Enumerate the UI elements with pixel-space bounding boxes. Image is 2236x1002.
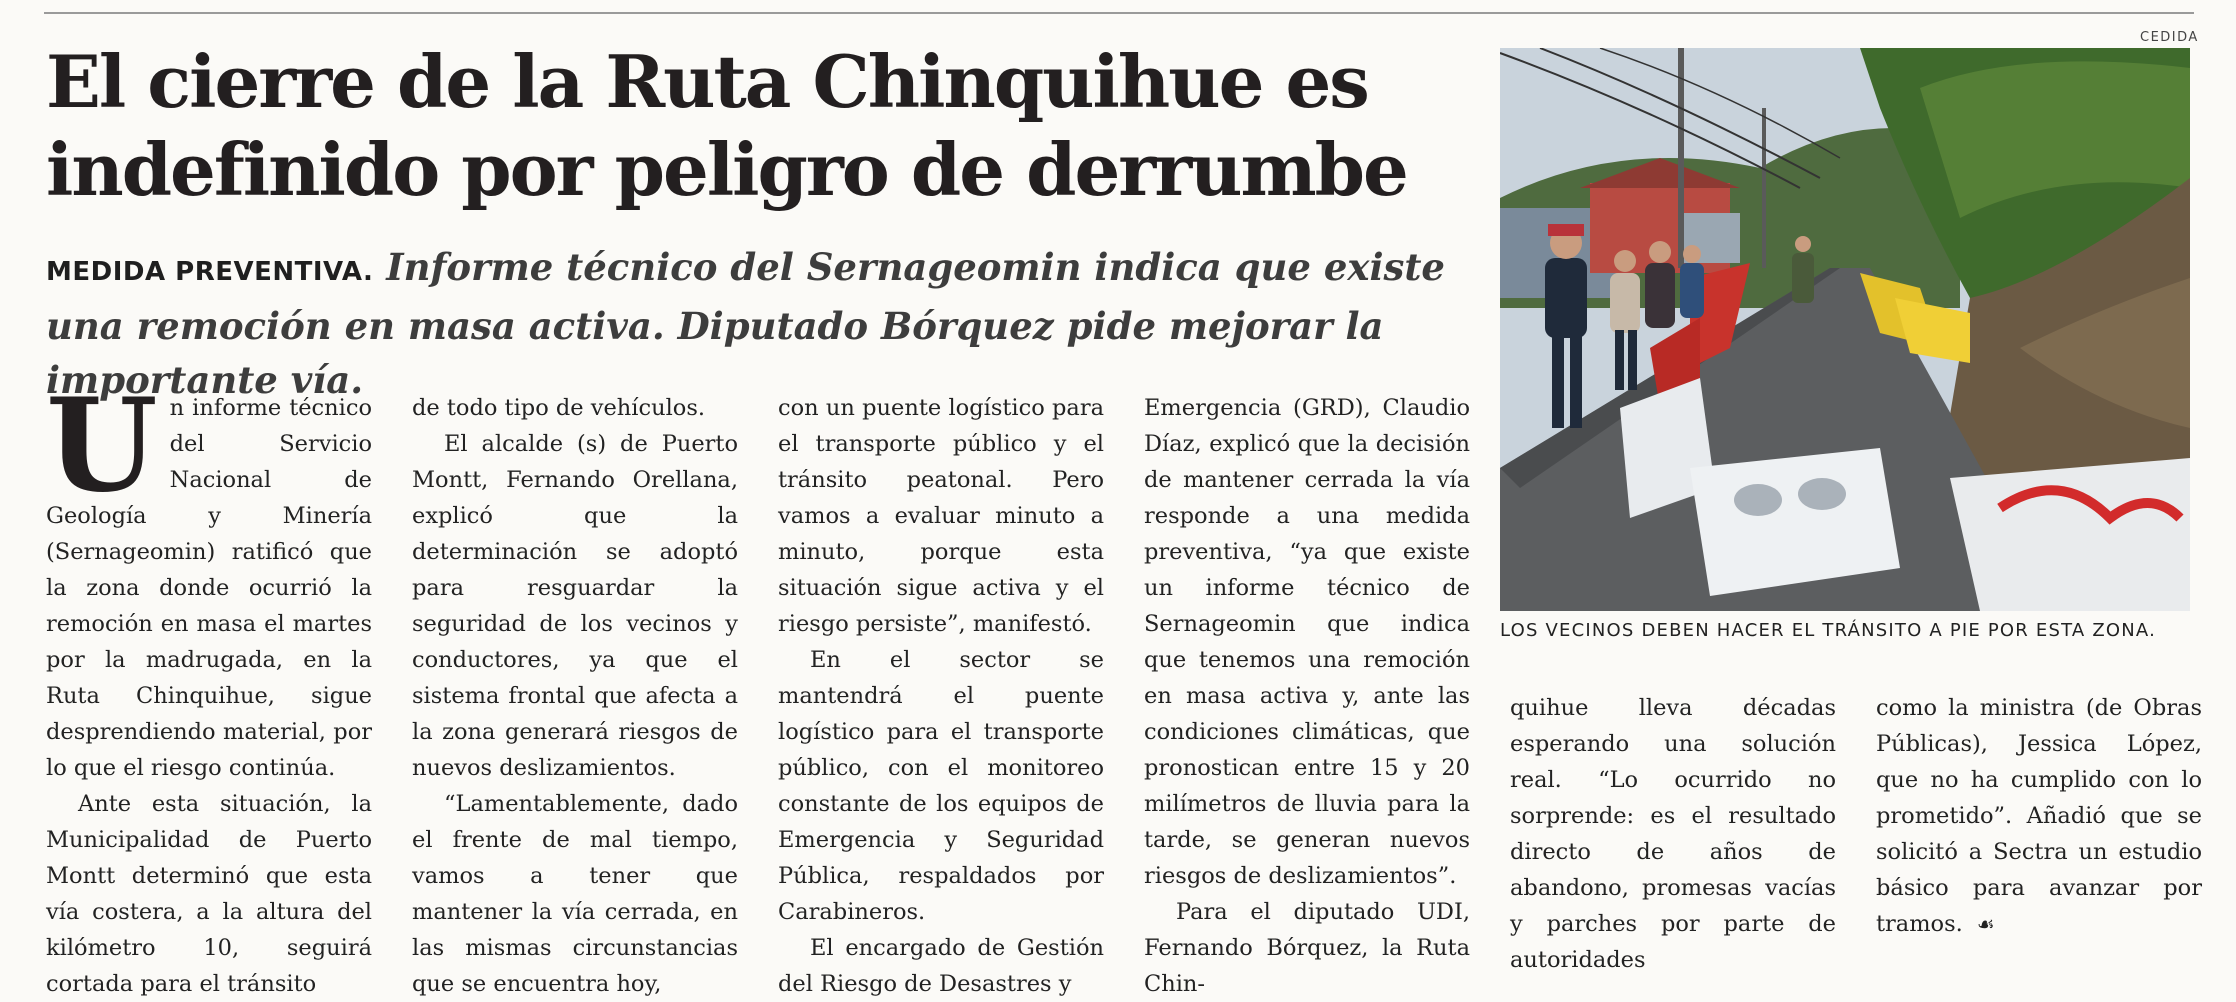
paragraph-6-continued: Emergencia (GRD), Claudio Díaz, explicó que la decisión de mantener cerrada la vía responde a una medida preventiva, “ya que existe un informe técnico de Sernageomin que indica que tenemos una remoción en masa activa y, ante las condiciones climáticas, que pronostican entre 15 y 20 milímetros de lluvia para la tarde, se generan nuevos riesgos de deslizamientos”. xyxy=(1144,395,1470,889)
end-mark-icon: ☙ xyxy=(1976,912,1995,936)
paragraph-2-continued: de todo tipo de vehículos. xyxy=(412,395,706,421)
column-3 xyxy=(778,390,1104,1002)
paragraph-4: “Lamentablemente, dado el frente de mal tiempo, vamos a tener que mantener la vía cerrada, en las mismas circunstancias que se encuentra hoy, xyxy=(412,791,738,997)
headline: El cierre de la Ruta Chinquihue es indefinido por peligro de derrumbe xyxy=(46,39,1407,212)
column-6 xyxy=(1876,690,2202,942)
paragraph-7-continued: quihue lleva décadas esperando una solución real. “Lo ocurrido no sorprende: es el resultado directo de años de abandono, promesas vacías y parches por parte de autoridades xyxy=(1510,695,1836,973)
paragraph-5: En el sector se mantendrá el puente logístico para el transporte público, con el monitoreo constante de los equipos de Emergencia y Seguridad Pública, respaldados por Carabineros. xyxy=(778,647,1104,925)
column-1 xyxy=(46,371,372,1002)
drop-cap: U xyxy=(46,371,158,521)
road-scene-illustration xyxy=(1500,48,2190,611)
photo-caption: LOS VECINOS DEBEN HACER EL TRÁNSITO A PIE POR ESTA ZONA. xyxy=(1500,620,2157,641)
top-rule xyxy=(44,12,2194,14)
paragraph-7: Para el diputado UDI, Fernando Bórquez, la Ruta Chin- xyxy=(1144,899,1470,997)
kicker: MEDIDA PREVENTIVA. xyxy=(46,257,374,287)
paragraph-1: Un informe técnico del Servicio Nacional de Geología y Minería (Sernageomin) ratificó que la zona donde ocurrió la remoción en masa el martes por la madrugada, en la Ruta Chinquihue, sigue desprendiendo material, por lo que el riesgo continúa. xyxy=(46,371,372,781)
photo-credit: CEDIDA xyxy=(2140,30,2199,45)
paragraph-3: El alcalde (s) de Puerto Montt, Fernando Orellana, explicó que la determinación se adoptó para resguardar la seguridad de los vecinos y conductores, ya que el sistema frontal que afecta a la zona generará riesgos de nuevos deslizamientos. xyxy=(412,431,738,781)
deck xyxy=(46,240,1466,407)
paragraph-6: El encargado de Gestión del Riesgo de Desastres y xyxy=(778,935,1104,997)
paragraph-2: Ante esta situación, la Municipalidad de Puerto Montt determinó que esta vía costera, a la altura del kilómetro 10, seguirá cortada para el tránsito xyxy=(46,791,372,997)
deck-text: Informe técnico del Sernageomin indica que existe una remoción en masa activa. Diputado Bórquez pide mejorar la importante vía. xyxy=(46,245,1445,402)
news-photo xyxy=(1500,48,2190,611)
paragraph-7-end: como la ministra (de Obras Públicas), Jessica López, que no ha cumplido con lo prometido”. Añadió que se solicitó a Sectra un estudio básico para avanzar por tramos. ☙ xyxy=(1876,695,2202,937)
column-4 xyxy=(1144,390,1470,1002)
column-2 xyxy=(412,390,738,1002)
column-5 xyxy=(1510,690,1836,978)
paragraph-4-continued: con un puente logístico para el transporte público y el tránsito peatonal. Pero vamos a evaluar minuto a minuto, porque esta situación sigue activa y el riesgo persiste”, manifestó. xyxy=(778,395,1104,637)
